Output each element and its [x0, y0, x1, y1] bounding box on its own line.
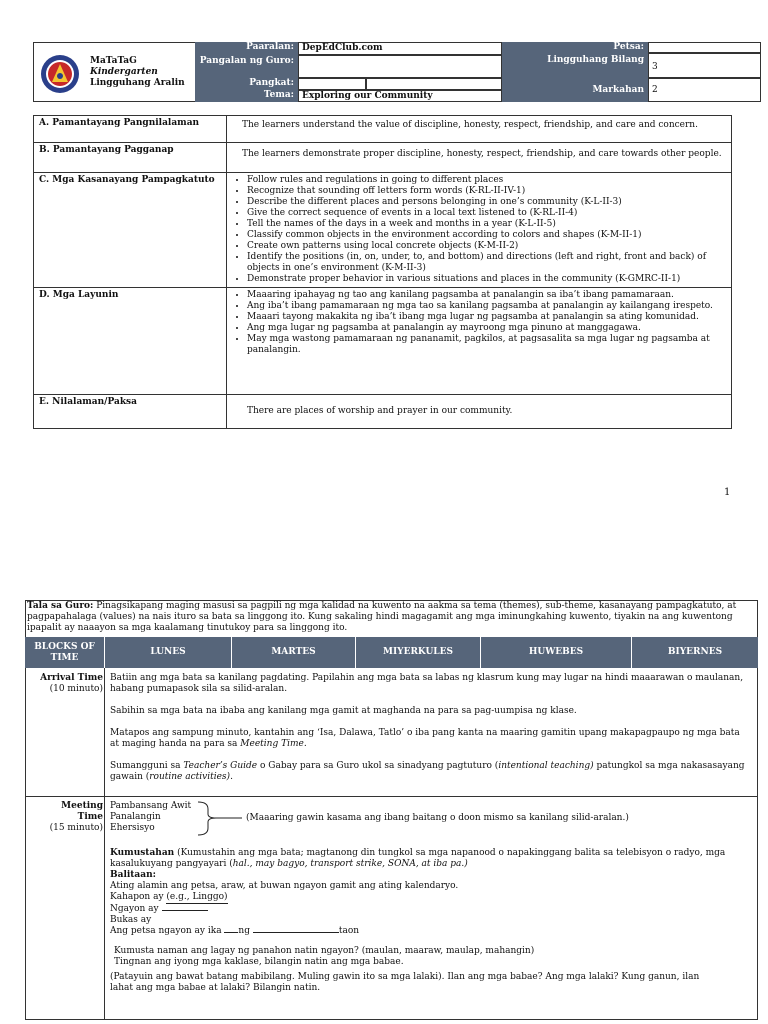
- balitaan-label: Balitaan:: [110, 870, 156, 880]
- arrival-content: [110, 673, 750, 783]
- arrival-p4: Sumangguni sa Teacher’s Guide o Gabay para sa Guro ukol sa sinadyang pagtuturo (intentional teaching) patungkol sa mga nakasasayang gawain (routine activities).: [110, 761, 745, 782]
- petsa-value[interactable]: [648, 42, 761, 53]
- balitaan-line-6: Kumusta naman ang lagay ng panahon natin ngayon? (maulan, maaraw, maulap, mahangin): [114, 946, 535, 956]
- arrival-p3: Matapos ang sampung minuto, kantahin ang ‘Isa, Dalawa, Tatlo’ o iba pang kanta na maaring gamitin upang makapagpaupo ng mga bata at maging handa na para sa Meeting Time.: [110, 728, 740, 749]
- list-item: Panalangin: [110, 812, 161, 822]
- list-item: • Demonstrate proper behavior in various situations and places in the community (K-GMRC-II-1): [247, 274, 726, 285]
- arrival-duration: (10 minuto): [49, 684, 103, 694]
- page-number: 1: [724, 487, 731, 498]
- petsa-label: Petsa:: [502, 42, 648, 53]
- list-item: • May mga wastong pamamaraan ng pananamit, pagkilos, at pagsasalita sa mga lugar ng pagsamba at panalangin.: [247, 334, 726, 356]
- arrival-p1: Batiin ang mga bata sa kanilang pagdating. Papilahin ang mga bata sa labas ng klasrum kung may lugar na hindi maaarawan o maulanan, habang pumapasok sila sa silid-aralan.: [110, 673, 744, 694]
- section-b-row: [34, 143, 732, 173]
- balitaan-line-4: Bukas ay: [110, 915, 152, 925]
- section-d-list: [232, 290, 726, 356]
- markahan-value[interactable]: 2: [648, 78, 761, 102]
- col-lunes: LUNES: [105, 637, 232, 668]
- section-e-text: There are places of worship and prayer in our community.: [227, 395, 732, 429]
- kumustahan: [110, 848, 752, 870]
- col-biyernes: BIYERNES: [632, 637, 758, 668]
- list-item: Ehersisyo: [110, 823, 155, 833]
- meeting-list: [110, 801, 191, 834]
- arrival-p4-d: intentional teaching): [498, 761, 594, 771]
- list-item: Pambansang Awit: [110, 801, 192, 811]
- arrival-p3-italic: Meeting Time: [240, 739, 304, 749]
- col-blocks-of-time: BLOCKS OF TIME: [25, 637, 105, 668]
- school-line-2: Kindergarten: [90, 67, 158, 77]
- tala-label: Tala sa Guro:: [27, 601, 94, 611]
- list-item: • Follow rules and regulations in going to different places: [247, 175, 726, 186]
- ngayon-text: Ngayon ay: [110, 904, 159, 914]
- kahapon-text: Kahapon ay: [110, 892, 167, 902]
- section-d-content: [227, 288, 732, 395]
- section-a-row: [34, 116, 732, 143]
- meeting-brace-note: (Maaaring gawin kasama ang ibang baitang o doon mismo sa kanilang silid-aralan.): [246, 813, 629, 823]
- section-c-list: [232, 175, 726, 285]
- list-item: • Maaari tayong makakita ng iba’t ibang mga lugar ng pagsamba at panalangin sa ating komunidad.: [247, 312, 726, 323]
- section-d-label: D. Mga Layunin: [34, 288, 227, 395]
- tala-sa-guro: [27, 601, 755, 634]
- list-item: • Create own patterns using local concrete objects (K-M-II-2): [247, 241, 726, 252]
- guro-label: Pangalan ng Guro:: [195, 55, 298, 78]
- right-brace-icon: [196, 801, 244, 836]
- school-title: [90, 56, 185, 89]
- section-b-label: B. Pamantayang Pagganap: [34, 143, 227, 173]
- section-e-label: E. Nilalaman/Paksa: [34, 395, 227, 429]
- section-d-row: [34, 288, 732, 395]
- list-item: • Tell the names of the days in a week and months in a year (K-L-II-5): [247, 219, 726, 230]
- linggo-value[interactable]: 3: [648, 53, 761, 78]
- section-c-label: C. Mga Kasanayang Pampagkatuto: [34, 173, 227, 288]
- tema-label: Tema:: [195, 90, 298, 102]
- list-item: • Recognize that sounding off letters form words (K-RL-II-IV-1): [247, 186, 726, 197]
- balitaan-line-7: Tingnan ang iyong mga kaklase, bilangin natin ang mga babae.: [114, 957, 404, 967]
- deped-seal-icon: [40, 54, 80, 94]
- ngayon-blank[interactable]: [162, 910, 208, 911]
- balitaan-line-1: Ating alamin ang petsa, araw, at buwan ngayon gamit ang ating kalendaryo.: [110, 881, 459, 891]
- petsa-ng: ng: [238, 926, 250, 936]
- list-item: • Ang mga lugar ng pagsamba at panalangin ay mayroong mga pinuno at manggagawa.: [247, 323, 726, 334]
- balitaan-line-5: [110, 926, 752, 937]
- section-e-row: [34, 395, 732, 429]
- sections-table: [33, 115, 732, 429]
- tema-value[interactable]: Exploring our Community: [298, 90, 502, 102]
- arrival-p2: Sabihin sa mga bata na ibaba ang kanilang mga gamit at maghanda na para sa pag-uumpisa ng klase.: [110, 706, 577, 716]
- balitaan-line-8: (Patayuin ang bawat batang mabibilang. Muling gawin ito sa mga lalaki). Ilan ang mga babae? Ang mga lalaki? Kung ganun, ilan lahat ang mga babae at lalaki? Bilangin natin.: [110, 972, 700, 993]
- col-huwebes: HUWEBES: [481, 637, 632, 668]
- pangkat-value[interactable]: [298, 78, 366, 90]
- list-item: • Classify common objects in the environment according to colors and shapes (K-M-II-1): [247, 230, 726, 241]
- arrival-p4-e: patungkol sa mga nakasasayang gawain (: [110, 761, 745, 782]
- pangkat-label: Pangkat:: [195, 78, 298, 90]
- col-divider: [104, 668, 105, 1020]
- arrival-p3-text: Matapos ang sampung minuto, kantahin ang ‘Isa, Dalawa, Tatlo’ o iba pang kanta na maaring gamitin upang makapagpaupo ng mga bata at maging handa na para sa: [110, 728, 740, 749]
- petsa-text: Ang petsa ngayon ay ika: [110, 926, 225, 936]
- petsa-blank-2[interactable]: [253, 932, 339, 933]
- col-miyerkules: MIYERKULES: [356, 637, 481, 668]
- paaralan-label: Paaralan:: [195, 42, 298, 55]
- list-item: • Identify the positions (in, on, under, to, and bottom) and directions (left and right, front and back) of objects in one’s environment (K-M-II-3): [247, 252, 726, 274]
- meeting-duration: (15 minuto): [49, 823, 103, 833]
- meeting-label-cell: [27, 801, 103, 834]
- section-c-content: [227, 173, 732, 288]
- petsa-blank-1[interactable]: [224, 932, 238, 933]
- list-item: • Give the correct sequence of events in a local text listened to (K-RL-II-4): [247, 208, 726, 219]
- meeting-content: [110, 848, 752, 994]
- kahapon-example: (e.g., Linggo): [166, 892, 228, 902]
- row-divider: [25, 796, 758, 797]
- tala-text: Pinagsikapang maging masusi sa pagpili ng mga kalidad na kuwento na aakma sa tema (themes), sub-theme, kasanayang pampagkatuto, at pagpapahalaga (values) na nais ituro sa bata sa linggong ito. Kung sakaling hindi magagamit ang mga iminungkahing kuwento, tiyakin na ang kuwentong ipapalit ay naaayon sa mga kaalamang tinutukoy para sa linggong ito.: [27, 601, 737, 633]
- paaralan-value[interactable]: DepEdClub.com: [298, 42, 502, 55]
- arrival-p4-a: Sumangguni sa: [110, 761, 184, 771]
- kumustahan-italic: hal., may bagyo, transport strike, SONA, at iba pa.): [232, 859, 468, 869]
- arrival-p4-b: Teacher’s Guide: [183, 761, 258, 771]
- meeting-label-2: Time: [77, 812, 103, 822]
- meeting-label-1: Meeting: [61, 801, 103, 811]
- balitaan-line-2: [110, 892, 752, 904]
- arrival-p4-c: o Gabay para sa Guro ukol sa sinadyang pagtuturo (: [257, 761, 499, 771]
- school-line-3: Lingguhang Aralin: [90, 78, 185, 88]
- section-a-text: The learners understand the value of discipline, honesty, respect, friendship, and care and concern.: [227, 116, 732, 143]
- school-line-1: MaTaTaG: [90, 56, 137, 66]
- list-item: • Ang iba’t ibang pamamaraan ng mga tao sa kanilang pagsamba at panalangin ay kailangang irespeto.: [247, 301, 726, 312]
- pangkat-extra: [366, 78, 502, 90]
- list-item: • Describe the different places and persons belonging in one’s community (K-L-II-3): [247, 197, 726, 208]
- section-a-label: A. Pamantayang Pangnilalaman: [34, 116, 227, 143]
- markahan-label: Markahan: [502, 78, 648, 102]
- kumustahan-text: (Kumustahin ang mga bata; magtanong din tungkol sa mga napanood o napakinggang balita sa telebisyon o radyo, mga kasalukuyang pangyayari (: [110, 848, 726, 869]
- guro-value[interactable]: [298, 55, 502, 78]
- col-martes: MARTES: [232, 637, 356, 668]
- petsa-taon: taon: [338, 926, 360, 936]
- arrival-label-cell: [27, 673, 103, 695]
- linggo-label: Lingguhang Bilang: [502, 53, 648, 78]
- kumustahan-label: Kumustahan: [110, 848, 175, 858]
- section-b-text: The learners demonstrate proper discipline, honesty, respect, friendship, and care towards other people.: [227, 143, 732, 173]
- balitaan-line-3: [110, 904, 752, 915]
- arrival-p4-f: routine activities): [149, 772, 231, 782]
- list-item: • Maaaring ipahayag ng tao ang kanilang pagsamba at panalangin sa iba’t ibang pamamaraan.: [247, 290, 726, 301]
- section-c-row: [34, 173, 732, 288]
- arrival-label: Arrival Time: [40, 673, 103, 683]
